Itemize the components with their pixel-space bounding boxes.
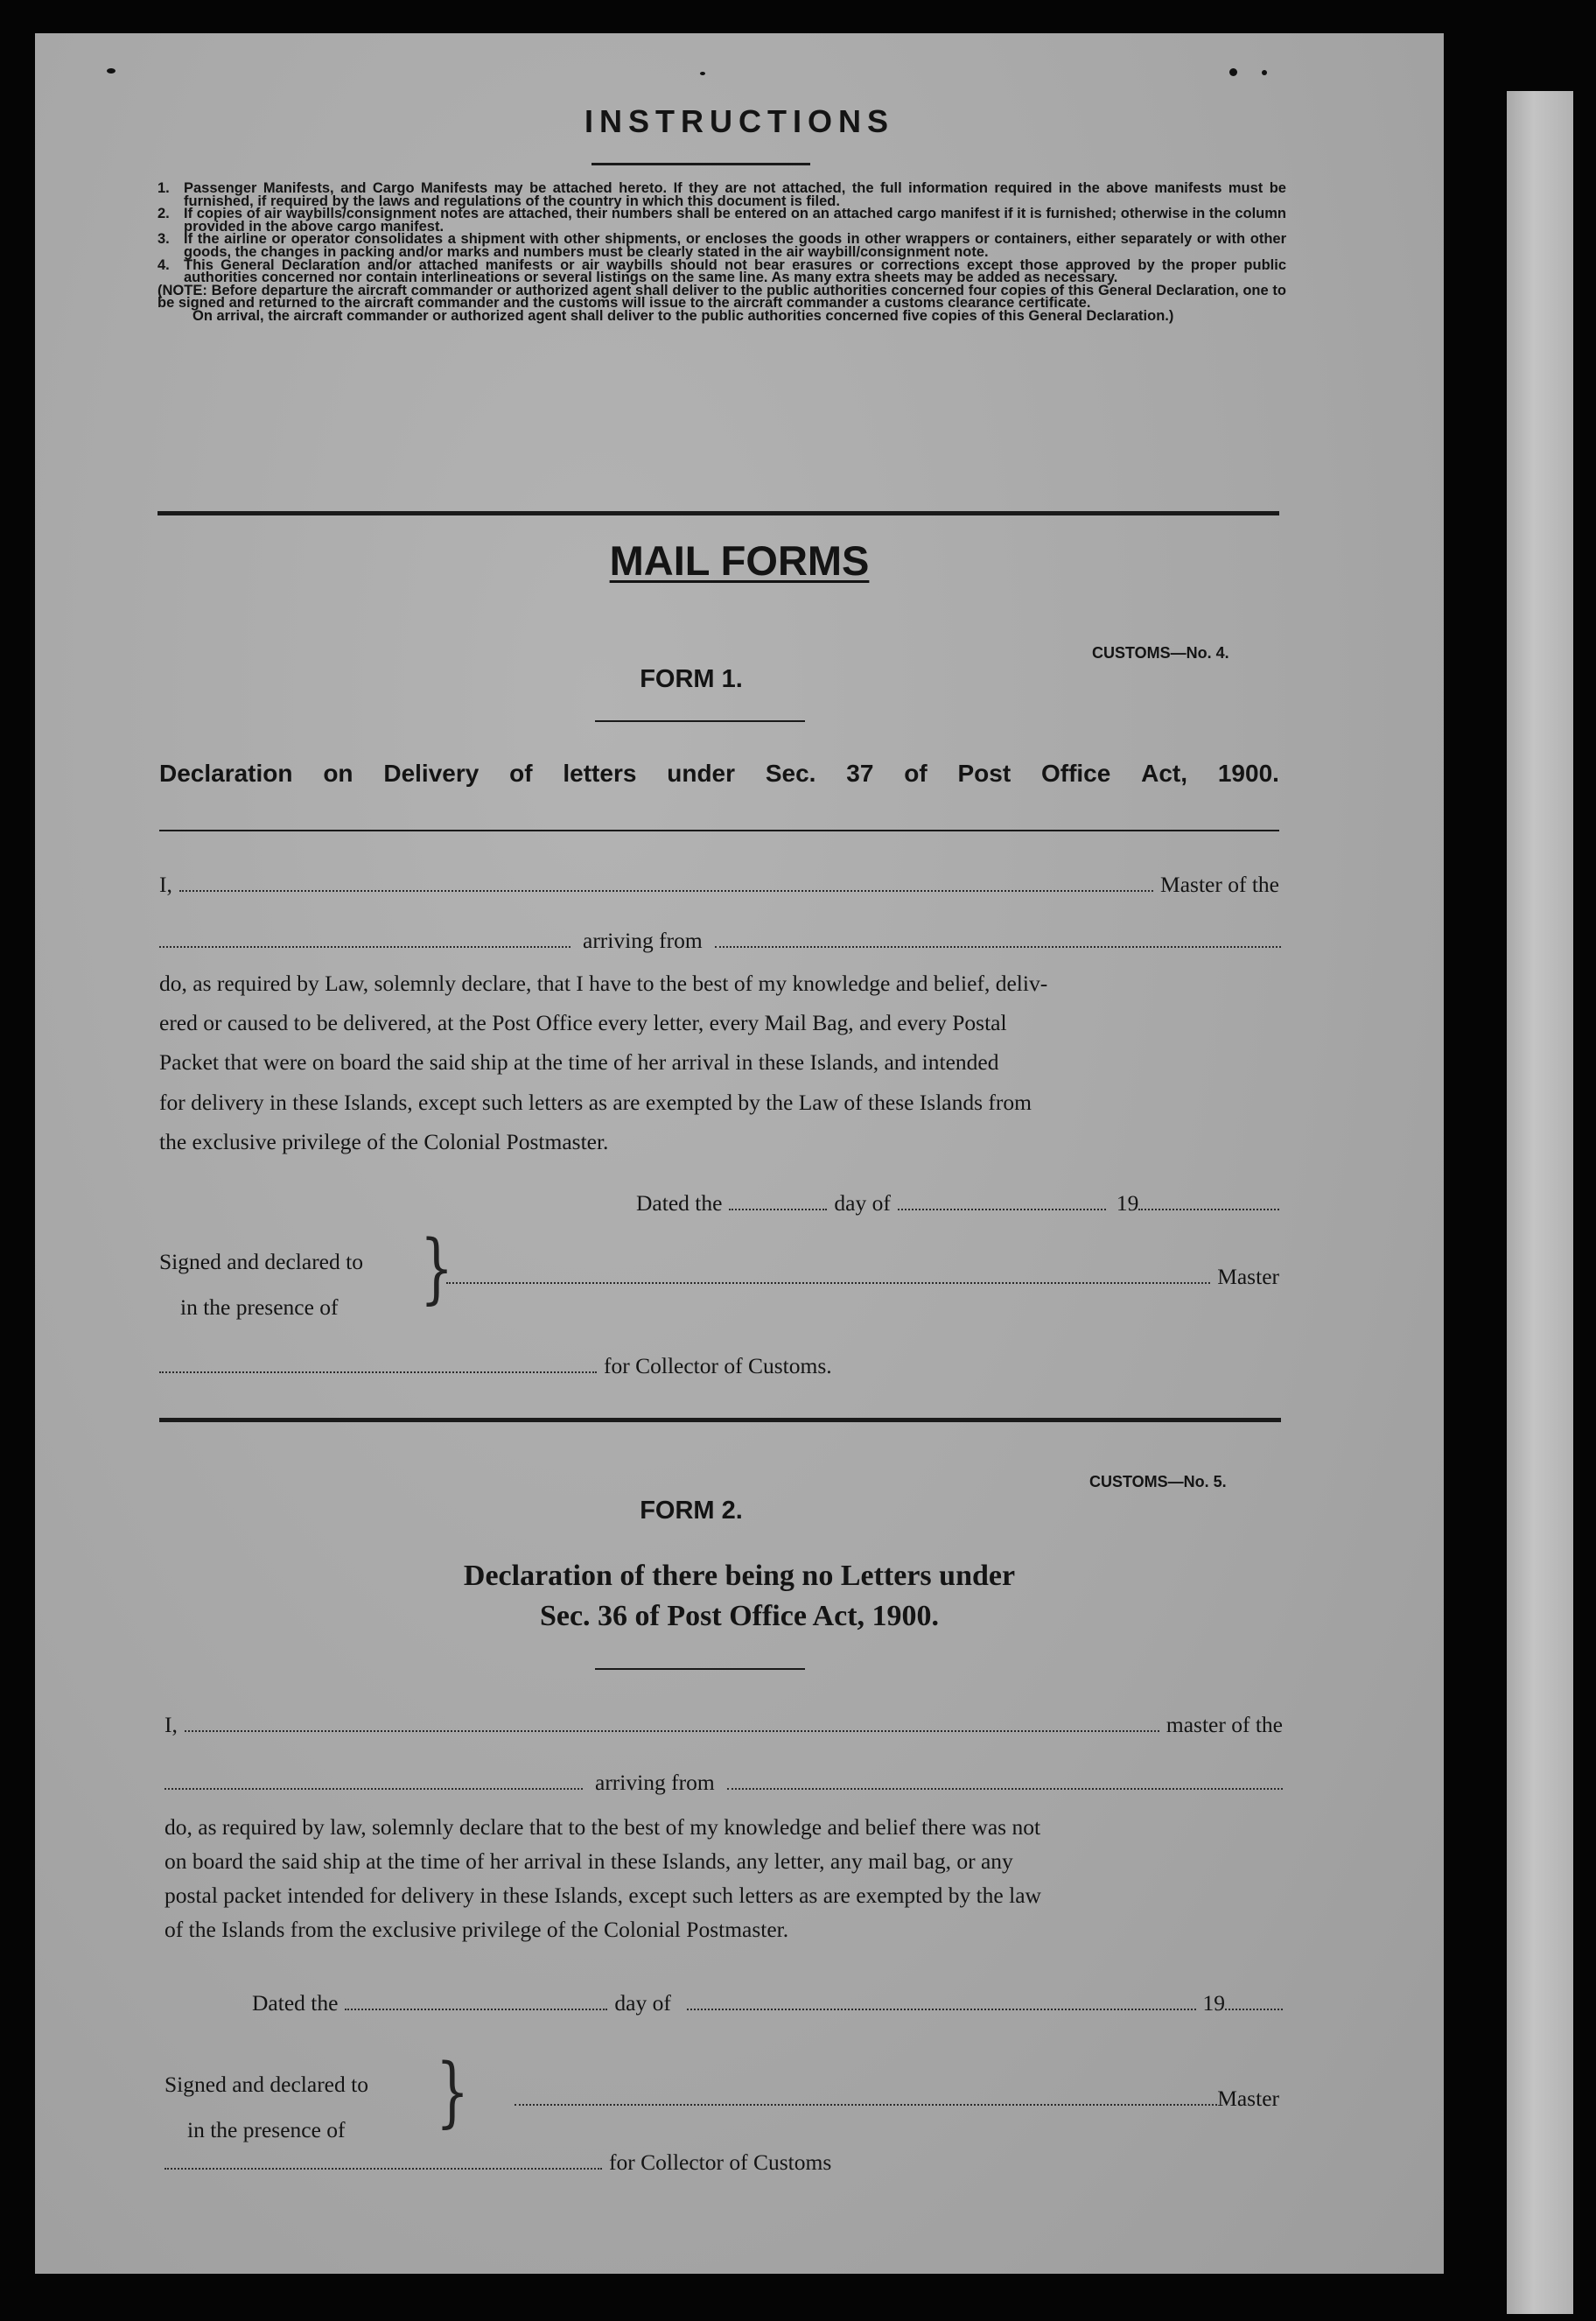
ink-speck bbox=[1229, 68, 1237, 76]
form2-brace: } bbox=[436, 2048, 470, 2137]
instruction-item: 3. If the airline or operator consolidates a shipment with other shipments, or encloses the goods in other wrappers or containers, either separately or with other goods, the changes in packing and/or marks and numbers must be clearly stated in the air waybill/consignment note. bbox=[158, 231, 1286, 260]
instructions-note: (NOTE: Before departure the aircraft commander or authorized agent shall deliver to the public authorities concerned four copies of this General Declaration, one to be signed and returned to the aircraft commander and the customs will issue to the aircraft commander a customs clearance certificate. On arrival, the aircraft commander or authorized agent shall deliver to the public authorities concerned five copies of this General Declaration.) bbox=[158, 282, 1286, 324]
form1-dated-line: Dated the day of 19 bbox=[636, 1190, 1279, 1217]
form2-signed-label: Signed and declared to in the presence of bbox=[164, 2072, 368, 2142]
form1-title-rule bbox=[595, 720, 805, 722]
date-year-field[interactable] bbox=[1225, 1993, 1283, 2010]
collector-signature-field[interactable] bbox=[159, 1356, 597, 1373]
arriving-from-field[interactable] bbox=[715, 930, 1281, 948]
form2-master-signature-line: Master bbox=[514, 2086, 1279, 2112]
form2-dated-line: Dated the day of 19 bbox=[252, 1990, 1283, 2016]
ship-name-field[interactable] bbox=[164, 1772, 583, 1790]
section-divider bbox=[158, 511, 1279, 515]
ink-speck bbox=[107, 68, 116, 74]
instructions-list bbox=[158, 182, 1286, 323]
document-page bbox=[35, 33, 1444, 2274]
form1-master-signature-line: Master bbox=[446, 1264, 1279, 1290]
date-day-field[interactable] bbox=[345, 1993, 607, 2010]
form1-title: FORM 1. bbox=[640, 665, 743, 693]
ship-name-field[interactable] bbox=[159, 930, 570, 948]
form2-master-line: I, master of the bbox=[164, 1712, 1283, 1737]
form2-heading-rule bbox=[595, 1668, 805, 1670]
form2-declaration-heading: Declaration of there being no Letters under Sec. 36 of Post Office Act, 1900. bbox=[463, 1560, 1016, 1632]
instruction-item: 1. Passenger Manifests, and Cargo Manifests may be attached hereto. If they are not attached, the full information required in the above manifests must be furnished, if required by the laws and regulations of the country in which this document is filed. bbox=[158, 180, 1286, 209]
date-month-field[interactable] bbox=[898, 1193, 1106, 1210]
master-signature-field[interactable] bbox=[446, 1266, 1210, 1284]
date-day-field[interactable] bbox=[729, 1193, 827, 1210]
form1-arriving-line: arriving from bbox=[159, 928, 1281, 954]
form2-arriving-line: arriving from bbox=[164, 1770, 1283, 1796]
ink-speck bbox=[1262, 70, 1267, 75]
instruction-item: 2. If copies of air waybills/consignment notes are attached, their numbers shall be entered on an attached cargo manifest if it is furnished; otherwise in the column provided in the above cargo manifest. bbox=[158, 206, 1286, 235]
form2-title: FORM 2. bbox=[640, 1497, 743, 1525]
date-year-field[interactable] bbox=[1138, 1193, 1279, 1210]
form1-declaration-paragraph: do, as required by Law, solemnly declare, that I have to the best of my knowledge and belief, deliv- ered or caused to be delivered, at the Post Office every letter, every Mail Bag, and every Postal Packet that were on board the said ship at the time of her arrival in these Islands, and intended for delivery in these Islands, except such letters as are exempted by the Law of these Islands from the exclusive privilege of the Colonial Postmaster. bbox=[159, 971, 1048, 1154]
form2-customs-number: CUSTOMS—No. 5. bbox=[1089, 1473, 1227, 1490]
form1-declaration-heading: Declaration on Delivery of letters under Sec. 37 of Post Office Act, 1900. bbox=[159, 760, 1279, 787]
form1-master-line: I, Master of the bbox=[159, 872, 1279, 897]
instructions-heading: INSTRUCTIONS bbox=[584, 103, 894, 139]
collector-signature-field[interactable] bbox=[164, 2152, 602, 2170]
form-divider bbox=[159, 1418, 1281, 1422]
form2-collector-line: for Collector of Customs bbox=[164, 2149, 952, 2176]
instruction-item: 4. This General Declaration and/or attached manifests or air waybills should not bear erasures or corrections except those approved by the proper public authorities concerned nor contain interlineations or several listings on the same line. As many extra sheets may be added as necessary. bbox=[158, 256, 1286, 286]
master-name-field[interactable] bbox=[185, 1714, 1159, 1732]
mail-forms-title: MAIL FORMS bbox=[609, 537, 870, 584]
master-name-field[interactable] bbox=[179, 874, 1153, 892]
adjacent-page-edge bbox=[1507, 91, 1573, 2314]
form2-declaration-paragraph: do, as required by law, solemnly declare that to the best of my knowledge and belief there was not on board the said ship at the time of her arrival in these Islands, any letter, any mail bag, or any postal packet intended for delivery in these Islands, except such letters as are exempted by the law of the Islands from the exclusive privilege of the Colonial Postmaster. bbox=[164, 1814, 1041, 1942]
master-signature-field[interactable] bbox=[514, 2088, 1217, 2106]
instructions-underline bbox=[592, 163, 810, 165]
ink-speck bbox=[700, 72, 705, 75]
date-month-field[interactable] bbox=[687, 1993, 1196, 2010]
form1-heading-rule bbox=[159, 830, 1279, 831]
form1-customs-number: CUSTOMS—No. 4. bbox=[1092, 644, 1229, 662]
form1-brace: } bbox=[420, 1224, 454, 1314]
form1-collector-line: for Collector of Customs. bbox=[159, 1353, 947, 1379]
arriving-from-field[interactable] bbox=[727, 1772, 1283, 1790]
form1-signed-label: Signed and declared to in the presence of bbox=[159, 1249, 363, 1320]
